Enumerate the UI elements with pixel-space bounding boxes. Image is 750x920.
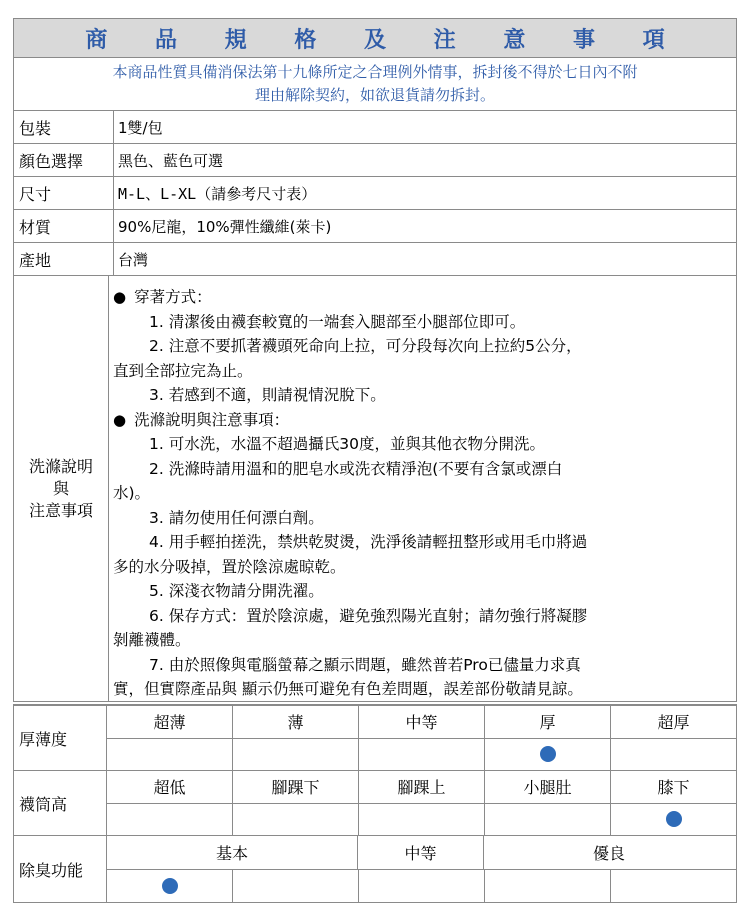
list-item-cont: 水)。 <box>113 484 151 502</box>
rating-option: 優良 <box>592 843 625 863</box>
spec-label: 尺寸 <box>14 177 114 209</box>
rating-option: 中等 <box>358 836 484 869</box>
spec-row-color <box>14 144 736 177</box>
rating-option: 膝下 <box>657 778 690 798</box>
list-item: 2. 洗滌時請用溫和的肥皂水或洗衣精淨泡(不要有含氯或漂白 <box>149 459 563 478</box>
list-item: 4. 用手輕拍搓洗，禁烘乾熨燙，洗淨後請輕扭整形或用毛巾將過 <box>149 533 588 551</box>
rating-label: 厚薄度 <box>14 706 107 770</box>
list-item-cont: 直到全部拉完為止。 <box>113 361 253 380</box>
spec-row-material <box>14 210 736 243</box>
rating-row-thickness <box>14 706 736 771</box>
care-label-line: 注意事項 <box>28 500 93 520</box>
rating-cell <box>107 870 233 903</box>
care-label-line: 與 <box>52 478 69 498</box>
care-row <box>14 276 736 701</box>
care-label-line: 洗滌說明 <box>28 456 93 476</box>
rating-cell <box>233 739 359 771</box>
rating-cell <box>359 870 485 903</box>
rating-label: 除臭功能 <box>14 836 107 902</box>
rating-grid <box>13 704 737 903</box>
spec-row-package <box>14 111 736 144</box>
list-item: 3. 若感到不適，則請視情況脫下。 <box>149 386 386 404</box>
rating-option: 小腿肚 <box>485 771 611 803</box>
rating-cell <box>359 804 485 836</box>
notice-line-2: 理由解除契約，如欲退貨請勿拆封。 <box>254 86 495 104</box>
rating-option: 超厚 <box>657 713 690 733</box>
list-item: 5. 深淺衣物請分開洗濯。 <box>149 582 324 600</box>
rating-cell <box>359 739 485 771</box>
rating-option: 腳踝下 <box>233 771 359 803</box>
rating-cell <box>611 739 736 771</box>
rating-option: 薄 <box>233 706 359 738</box>
spec-row-origin <box>14 243 736 276</box>
rating-cell <box>485 804 611 836</box>
rating-cell <box>107 739 233 771</box>
rating-label: 襪筒高 <box>14 771 107 835</box>
notice-line-1: 本商品性質具備消保法第十九條所定之合理例外情事，拆封後不得於七日內不附 <box>112 63 638 81</box>
list-item: 6. 保存方式：置於陰涼處，避免強烈陽光直射；請勿強行將凝膠 <box>149 606 588 625</box>
return-notice <box>14 58 736 111</box>
spec-label: 包裝 <box>14 111 114 143</box>
rating-option: 基本 <box>107 836 358 869</box>
spec-value: 1雙/包 <box>118 118 163 137</box>
list-item: 1. 可水洗，水溫不超過攝氏30度，並與其他衣物分開洗。 <box>149 435 545 453</box>
spec-sheet <box>13 18 737 702</box>
rating-option: 超薄 <box>107 706 233 738</box>
rating-cell <box>611 870 736 903</box>
list-item-cont: 實，但實際產品與 顯示仍無可避免有色差問題，誤差部份敬請見諒。 <box>113 680 583 698</box>
spec-label: 顏色選擇 <box>14 144 114 176</box>
spec-value: 90%尼龍，10%彈性纖維(萊卡) <box>118 217 332 236</box>
spec-label: 材質 <box>14 210 114 242</box>
care-label <box>14 276 109 701</box>
wash-heading: ● 洗滌說明與注意事項： <box>113 410 290 429</box>
list-item: 7. 由於照像與電腦螢幕之顯示問題，雖然普若Pro已儘量力求真 <box>149 655 581 674</box>
wear-heading: ● 穿著方式： <box>113 288 212 306</box>
rating-cell <box>611 804 736 836</box>
rating-option: 腳踝上 <box>359 771 485 803</box>
page-title: 商 品 規 格 及 注 意 事 項 <box>85 27 685 53</box>
bullet-icon: ● <box>113 410 127 429</box>
spec-value: 台灣 <box>118 250 149 269</box>
rating-option: 中等 <box>359 706 485 738</box>
rating-option: 超低 <box>107 771 233 803</box>
bullet-icon: ● <box>113 288 127 306</box>
care-instructions <box>109 276 736 701</box>
rating-row-cuff-height <box>14 771 736 836</box>
spec-label: 產地 <box>14 243 114 275</box>
spec-row-size <box>14 177 736 210</box>
rating-option: 厚 <box>485 706 611 738</box>
list-item: 2. 注意不要抓著襪頭死命向上拉，可分段每次向上拉約5公分， <box>149 337 582 355</box>
rating-cell <box>485 739 611 771</box>
spec-value: M-L、L-XL（請參考尺寸表） <box>118 184 317 203</box>
rating-row-deodorant <box>14 836 736 902</box>
list-item: 3. 請勿使用任何漂白劑。 <box>149 508 324 527</box>
spec-value: 黑色、藍色可選 <box>118 151 224 170</box>
list-item-cont: 多的水分吸掉，置於陰涼處晾乾。 <box>113 557 346 576</box>
selected-dot-icon <box>162 878 178 894</box>
selected-dot-icon <box>540 746 556 762</box>
selected-dot-icon <box>666 811 682 827</box>
title-bar <box>14 19 736 58</box>
rating-cell <box>233 804 359 836</box>
list-item-cont: 剝離襪體。 <box>113 631 191 649</box>
rating-cell <box>485 870 611 903</box>
list-item: 1. 清潔後由襪套較寬的一端套入腿部至小腿部位即可。 <box>149 312 526 331</box>
rating-cell <box>107 804 233 836</box>
rating-cell <box>233 870 359 903</box>
